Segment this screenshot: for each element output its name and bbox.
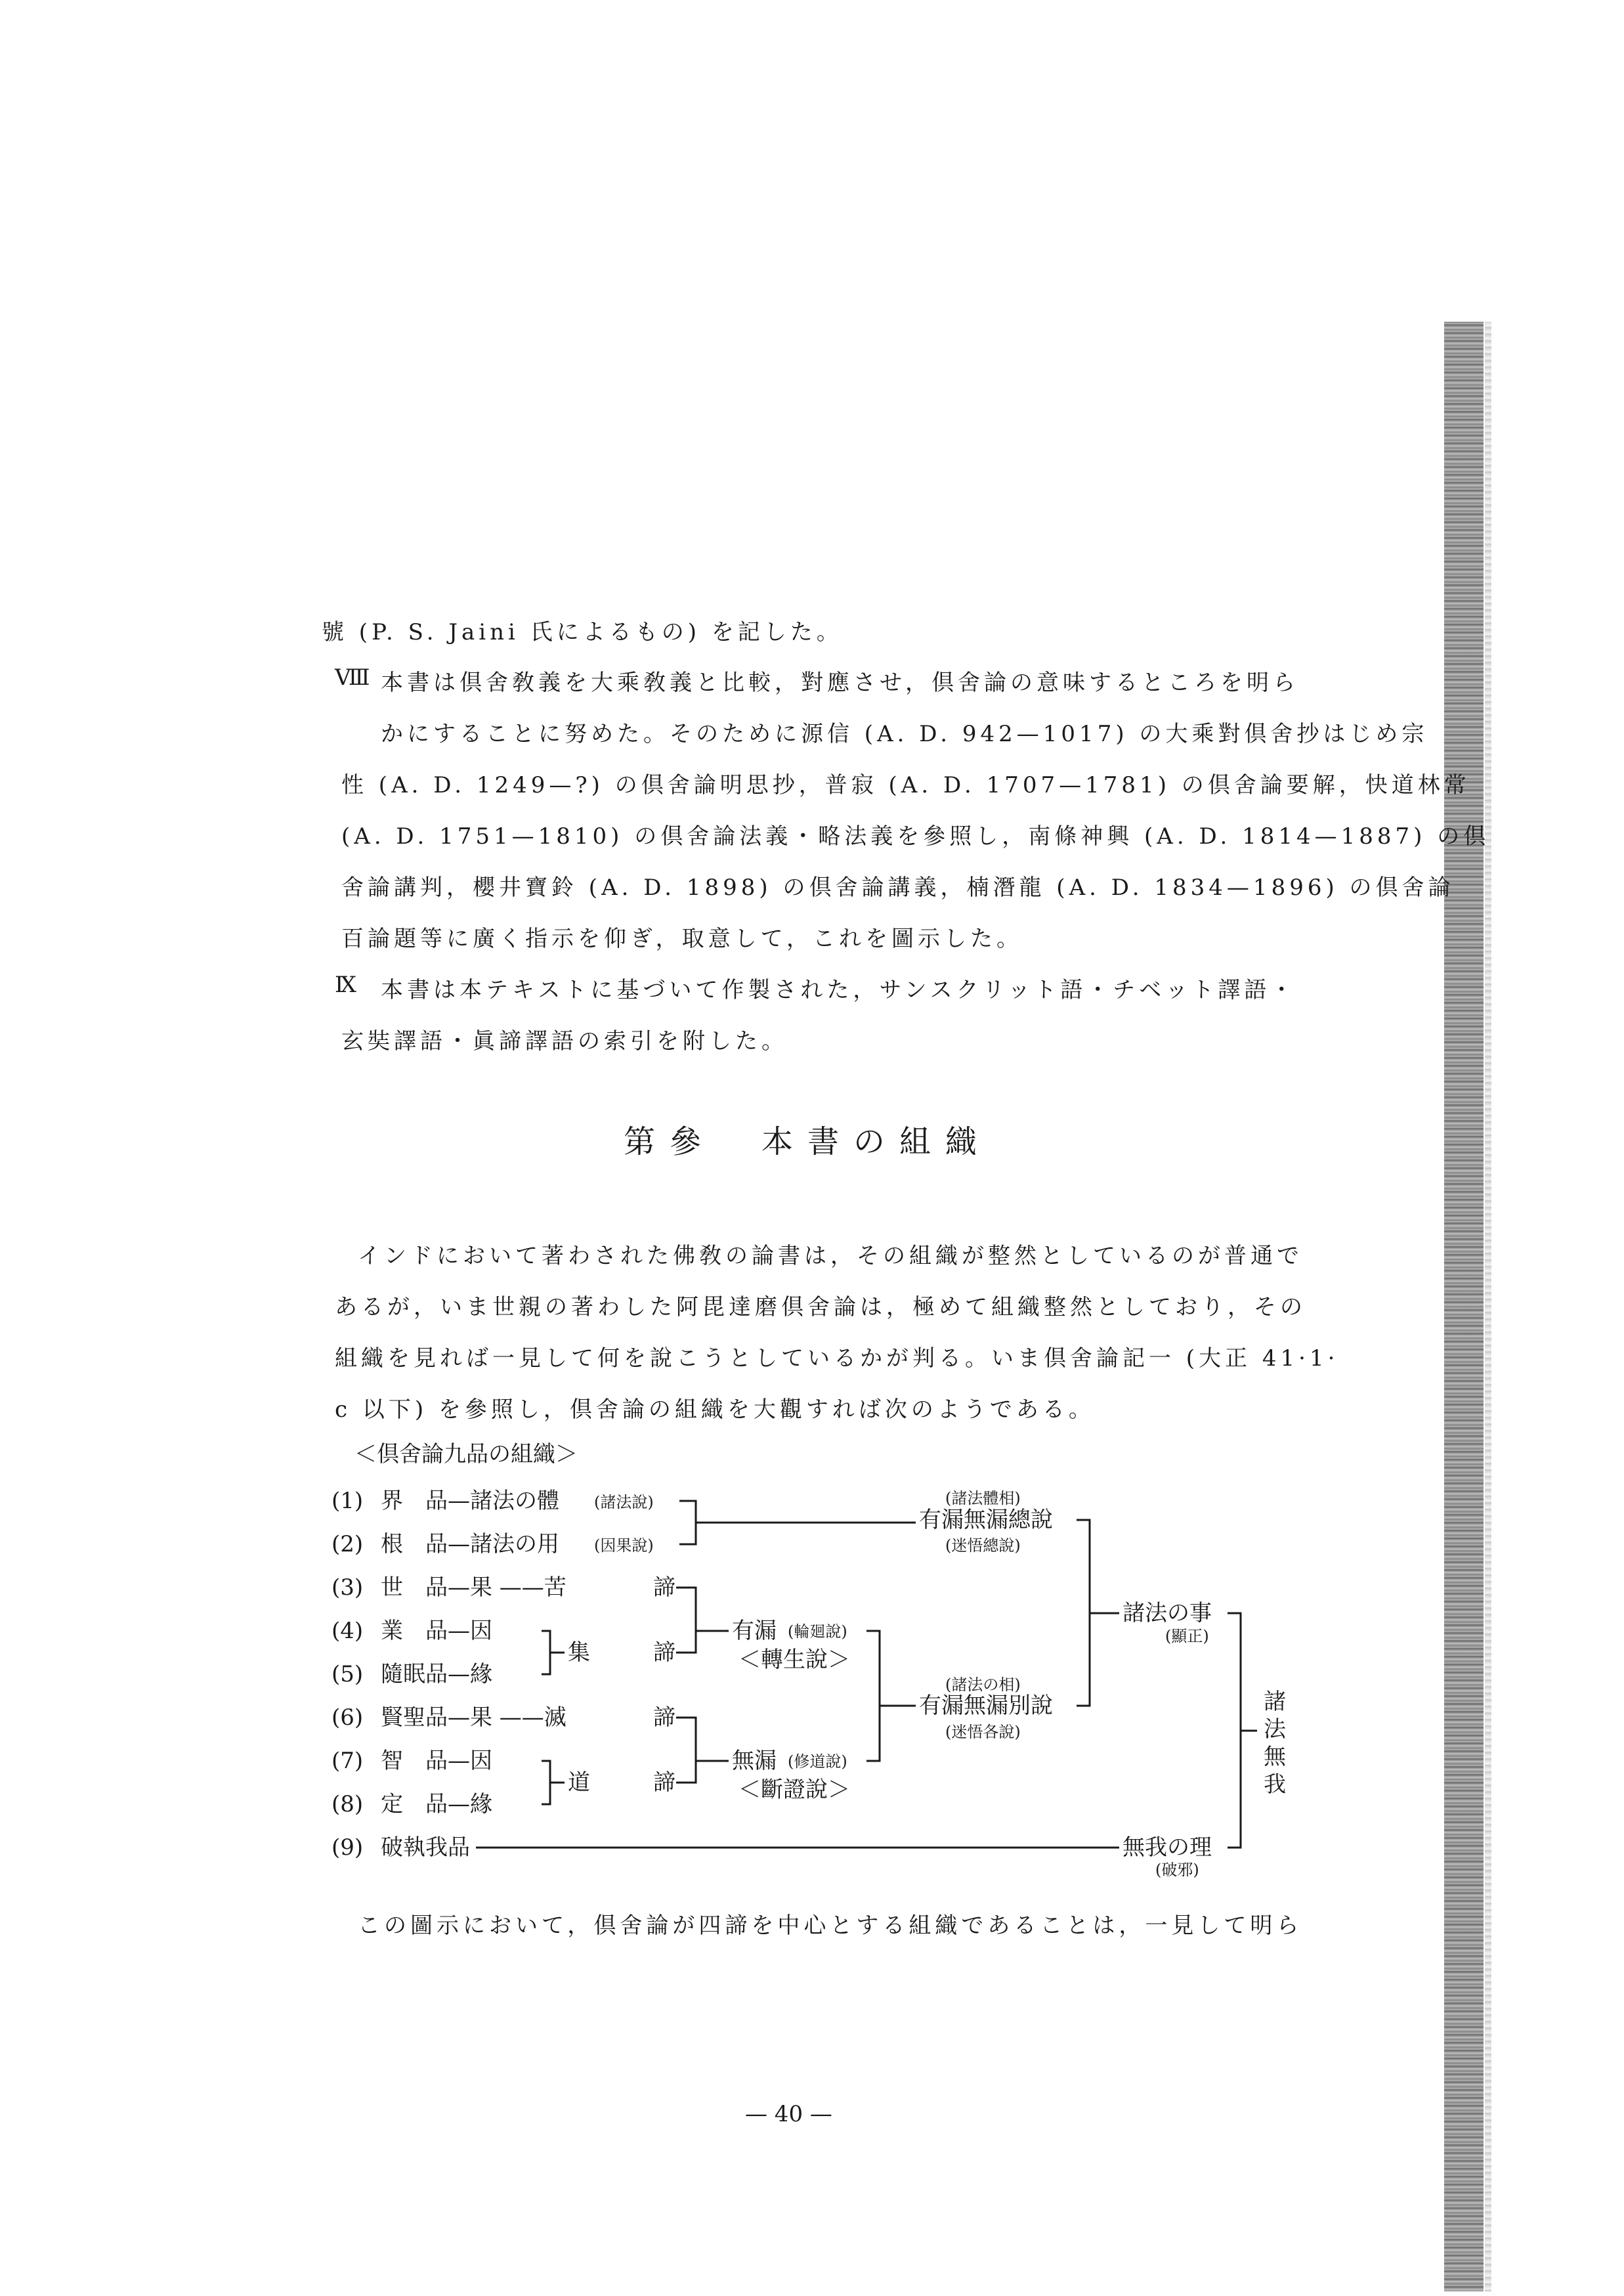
general-top-note: (諸法體相) <box>945 1489 1021 1507</box>
text-line: (A. D. 1751—1810) の倶舍論法義・略法義を參照し，南條神興 (A. D. 1814—1887) の倶 <box>341 823 1490 850</box>
chapter-label: 業 品—因 <box>381 1618 492 1644</box>
text-line: 本書は倶舍敎義を大乘敎義と比較，對應させ，倶舍論の意味するところを明ら <box>381 670 1299 696</box>
item-marker-8: Ⅷ <box>335 664 370 691</box>
connector-line <box>1228 1613 1241 1848</box>
youlou-label: 有漏 <box>732 1618 777 1644</box>
dharma-matters-note: (顯正) <box>1165 1627 1209 1645</box>
text-line: 性 (A. D. 1249—?) の倶舍論明思抄，普寂 (A. D. 1707—1781) の倶舍論要解，快道林常 <box>341 772 1470 798</box>
diagram-title: ＜倶舍論九品の組織＞ <box>354 1441 578 1467</box>
general-label: 有漏無漏總說 <box>919 1507 1053 1533</box>
text-line: 號 (P. S. Jaini 氏によるもの) を記した。 <box>322 619 843 645</box>
specific-top-note: (諸法の相) <box>945 1676 1021 1694</box>
section-heading: 第參 本書の組織 <box>624 1123 992 1160</box>
wulou-sub: ＜斷證說＞ <box>738 1777 850 1803</box>
row-number: (2) <box>331 1531 364 1557</box>
chapter-label: 智 品—因 <box>381 1748 492 1774</box>
final-char: 法 <box>1264 1716 1286 1743</box>
text-line: あるが，いま世親の著わした阿毘達磨倶舍論は，極めて組織整然としており，その <box>335 1294 1306 1320</box>
item-marker-9: Ⅸ <box>335 972 356 998</box>
chapter-note: (因果說) <box>594 1536 654 1555</box>
text-line: c 以下) を參照し，倶舍論の組織を大觀すれば次のようである。 <box>335 1397 1095 1423</box>
page-number: — 40 — <box>745 2101 832 2127</box>
text-line: 舍論講判，櫻井寶鈴 (A. D. 1898) の倶舍論講義，楠潛龍 (A. D. 1834—1896) の倶舍論 <box>341 875 1455 901</box>
connector-line <box>866 1631 880 1761</box>
chapter-label: 破執我品 <box>381 1834 470 1861</box>
text-line: かにすることに努めた。そのために源信 (A. D. 942—1017) の大乘對倶舍抄はじめ宗 <box>381 721 1428 747</box>
chapter-label: 界 品—諸法の體 <box>381 1488 559 1514</box>
chapter-note: (諸法說) <box>594 1493 654 1511</box>
connector-line <box>676 1588 696 1653</box>
text-line: 組織を見れば一見して何を說こうとしているかが判る。いま倶舍論記一 (大正 41·1· <box>335 1345 1339 1372</box>
row-number: (9) <box>331 1834 364 1861</box>
truth-suffix: 諦 <box>653 1704 675 1731</box>
chapter-label: 根 品—諸法の用 <box>381 1531 559 1557</box>
truth-path: 道 <box>568 1769 590 1796</box>
connector-line <box>542 1631 550 1674</box>
chapter-label: 世 品—果 ——苦 <box>381 1574 566 1601</box>
chapter-label: 隨眠品—緣 <box>381 1661 492 1687</box>
text-line: この圖示において，倶舍論が四諦を中心とする組織であることは，一見して明ら <box>358 1913 1303 1939</box>
text-line: 玄奘譯語・眞諦譯語の索引を附した。 <box>341 1028 788 1054</box>
truth-suffix: 諦 <box>653 1639 675 1666</box>
final-char: 諸 <box>1264 1689 1286 1715</box>
connector-line <box>1077 1520 1090 1706</box>
final-char: 我 <box>1264 1771 1286 1798</box>
noself-note: (破邪) <box>1155 1861 1199 1879</box>
row-number: (4) <box>331 1618 364 1644</box>
connector-line <box>676 1718 696 1783</box>
chapter-label: 定 品—緣 <box>381 1791 492 1817</box>
connector-line <box>679 1501 696 1544</box>
row-number: (3) <box>331 1574 364 1601</box>
dharma-matters: 諸法の事 <box>1122 1600 1212 1626</box>
truth-suffix: 諦 <box>653 1574 675 1601</box>
row-number: (7) <box>331 1748 364 1774</box>
truth-suffix: 諦 <box>653 1769 675 1796</box>
row-number: (8) <box>331 1791 364 1817</box>
text-line: 本書は本テキストに基づいて作製された，サンスクリット語・チベット譯語・ <box>381 977 1297 1003</box>
specific-bottom-note: (迷悟各說) <box>945 1723 1021 1741</box>
specific-label: 有漏無漏別說 <box>919 1693 1053 1719</box>
youlou-note: (輪廻說) <box>788 1622 847 1641</box>
connector-line <box>542 1761 550 1804</box>
row-number: (5) <box>331 1661 364 1687</box>
wulou-note: (修道說) <box>788 1752 847 1771</box>
general-bottom-note: (迷悟總說) <box>945 1536 1021 1555</box>
chapter-label: 賢聖品—果 ——滅 <box>381 1704 566 1731</box>
final-char: 無 <box>1264 1744 1286 1770</box>
youlou-sub: ＜轉生說＞ <box>738 1647 850 1673</box>
text-line: インドにおいて著わされた佛敎の論書は，その組織が整然としているのが普通で <box>358 1243 1303 1269</box>
text-line: 百論題等に廣く指示を仰ぎ，取意して，これを圖示した。 <box>341 926 1023 952</box>
truth-collect: 集 <box>568 1639 590 1666</box>
wulou-label: 無漏 <box>732 1748 777 1774</box>
noself-principle: 無我の理 <box>1122 1834 1212 1861</box>
row-number: (6) <box>331 1704 364 1731</box>
row-number: (1) <box>331 1488 364 1514</box>
